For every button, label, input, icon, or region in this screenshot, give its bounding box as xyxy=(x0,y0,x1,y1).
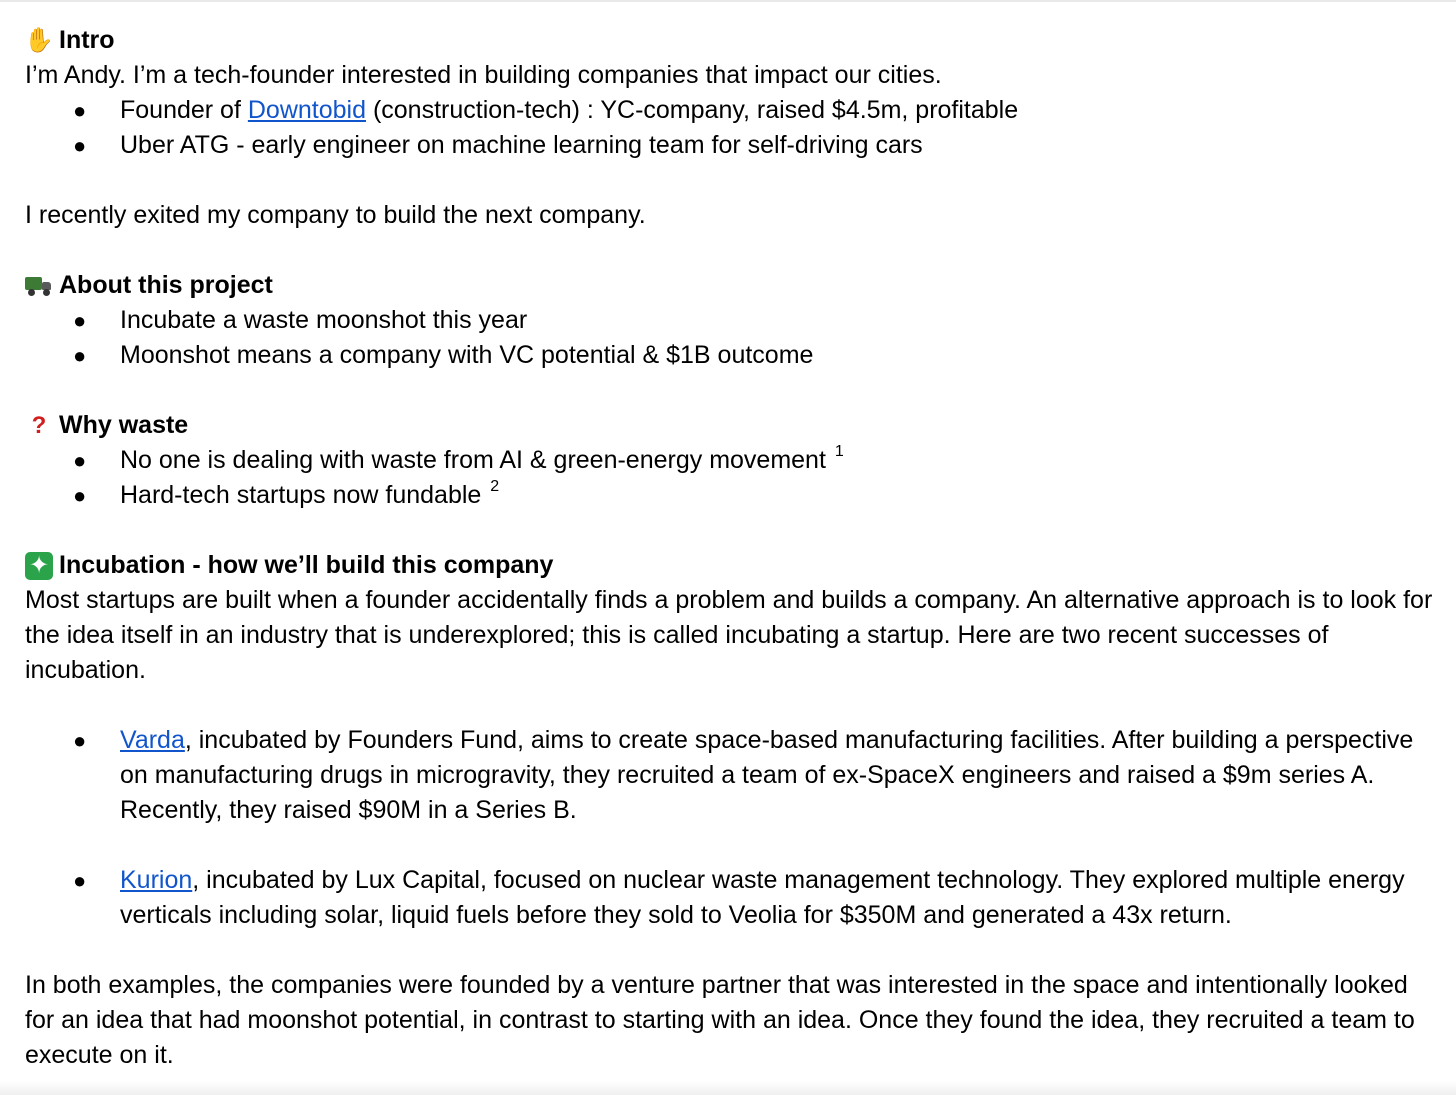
incubation-examples xyxy=(25,723,1435,828)
exit-text: I recently exited my company to build the next company. xyxy=(25,201,646,229)
bullet-dot: ● xyxy=(73,343,87,368)
spacer xyxy=(25,163,1435,198)
incubation-text: Most startups are built when a founder accidentally finds a problem and builds a company. An alternative approach is to look for the idea itself in an industry that is underexplored; this is called incubating a startup. Here are two recent successes of incubation. xyxy=(25,586,1433,684)
downtobid-link[interactable]: Downtobid xyxy=(247,96,366,124)
bullet-dot: ● xyxy=(73,483,87,508)
bullet-text: Incubate a waste moonshot this year xyxy=(120,306,528,334)
question-mark-icon: ? xyxy=(31,411,47,439)
example-text: , incubated by Founders Fund, aims to create space-based manufacturing facilities. After building a perspective on manufacturing drugs in microgravity, they recruited a team of ex-SpaceX engineers and raised a $9m series A. Recently, they raised $90M in a Series B. xyxy=(120,726,1414,824)
footnote-ref[interactable]: 1 xyxy=(834,443,844,460)
bullet-dot: ● xyxy=(73,308,87,333)
why-heading xyxy=(25,408,1435,443)
bullet-text-before: Founder of xyxy=(120,96,248,124)
about-heading xyxy=(25,268,1435,303)
varda-link[interactable]: Varda xyxy=(120,726,185,754)
list-item xyxy=(25,723,1435,828)
kurion-link[interactable]: Kurion xyxy=(120,866,193,894)
list-item xyxy=(25,443,1435,478)
footnote-ref[interactable]: 2 xyxy=(490,478,500,495)
spacer xyxy=(25,933,1435,968)
list-item xyxy=(25,93,1435,128)
spacer xyxy=(25,688,1435,723)
incubation-examples xyxy=(25,863,1435,933)
bullet-text: Moonshot means a company with VC potential & $1B outcome xyxy=(120,341,814,369)
incubation-heading xyxy=(25,548,1435,583)
bullet-text: Uber ATG - early engineer on machine learning team for self-driving cars xyxy=(120,131,923,159)
why-bullets xyxy=(25,443,1435,513)
sparkles-icon: ✦ xyxy=(25,552,53,580)
truck-icon xyxy=(25,272,53,300)
example-text: , incubated by Lux Capital, focused on nuclear waste management technology. They explored multiple energy verticals including solar, liquid fuels before they sold to Veolia for $350M and generated a 43x return. xyxy=(120,866,1405,929)
closing-text: In both examples, the companies were founded by a venture partner that was interested in the space and intentionally looked for an idea that had moonshot potential, in contrast to starting with an idea. Once they found the idea, they recruited a team to execute on it. xyxy=(25,971,1415,1069)
list-item xyxy=(25,338,1435,373)
list-item xyxy=(25,478,1435,513)
document-body xyxy=(25,23,1435,1073)
spacer xyxy=(25,513,1435,548)
about-heading-text: About this project xyxy=(59,271,273,299)
intro-text: I’m Andy. I’m a tech-founder interested in building companies that impact our cities. xyxy=(25,61,942,89)
bullet-dot: ● xyxy=(73,728,87,753)
spacer xyxy=(25,233,1435,268)
list-item xyxy=(25,863,1435,933)
bullet-text-after: (construction-tech) : YC-company, raised $4.5m, profitable xyxy=(366,96,1019,124)
top-border xyxy=(0,0,1456,2)
about-bullets xyxy=(25,303,1435,373)
bullet-dot: ● xyxy=(73,98,87,123)
list-item xyxy=(25,303,1435,338)
bullet-text: No one is dealing with waste from AI & green-energy movement xyxy=(120,446,833,474)
spacer xyxy=(25,373,1435,408)
bullet-dot: ● xyxy=(73,868,87,893)
incubation-heading-text: Incubation - how we’ll build this company xyxy=(59,551,554,579)
why-heading-text: Why waste xyxy=(59,411,189,439)
raised-hand-icon: ✋ xyxy=(24,26,54,54)
bottom-fade xyxy=(0,1081,1456,1095)
list-item xyxy=(25,128,1435,163)
intro-heading-text: Intro xyxy=(59,26,115,54)
bullet-text: Hard-tech startups now fundable xyxy=(120,481,489,509)
intro-bullets xyxy=(25,93,1435,163)
spacer xyxy=(25,828,1435,863)
bullet-dot: ● xyxy=(73,133,87,158)
bullet-dot: ● xyxy=(73,448,87,473)
intro-heading xyxy=(25,23,1435,58)
